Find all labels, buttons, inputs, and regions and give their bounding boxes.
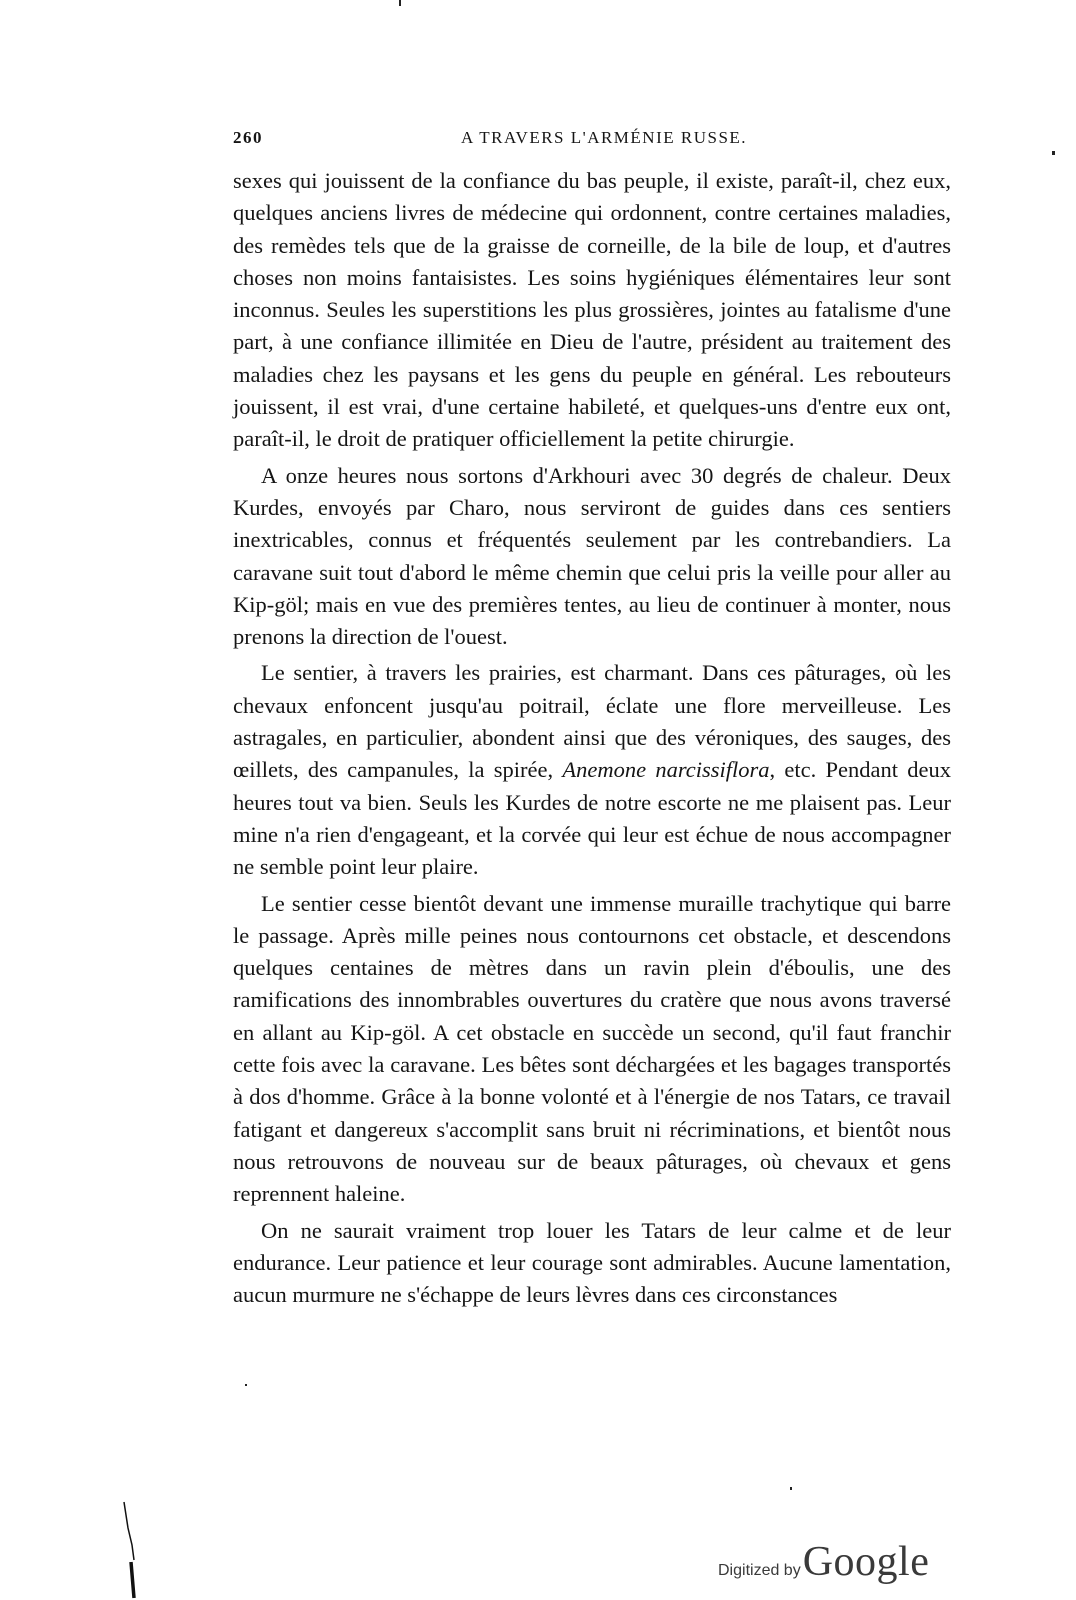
scan-speck <box>399 0 401 6</box>
page-header <box>233 128 951 156</box>
scan-speck <box>790 1487 792 1490</box>
digitized-label: Digitized by <box>718 1562 801 1579</box>
paragraph: On ne saurait vraiment trop louer les Tatars de leur calme et de leur endurance. Leur patience et leur courage sont admirables. Aucune lamentation, aucun murmure ne s'échappe de leurs lèvres dans ces circonstances <box>233 1217 951 1308</box>
scan-speck <box>1052 151 1055 155</box>
plant-name-italic: Anemone narcissiflora <box>562 757 770 783</box>
page-number: 260 <box>233 128 263 147</box>
digitized-by-google-watermark <box>718 1538 929 1598</box>
paragraph <box>233 657 951 883</box>
google-logo-text: Google <box>802 1539 930 1585</box>
scan-speck <box>245 1384 247 1386</box>
paragraph: Le sentier cesse bientôt devant une immense muraille trachytique qui barre le passage. Après mille peines nous contournons cet obstacle, et descendons quelques centaines de mètres dans un ravin plein d'éboulis, une des ramifications des innombrables ouvertures du cratère que nous avons traversé en allant au Kip-göl. A cet obstacle en succède un second, qu'il faut franchir cette fois avec la caravane. Les bêtes sont déchargées et les bagages transportés à dos d'homme. Grâce à la bonne volonté et à l'énergie de nos Tatars, ce travail fatigant et dangereux s'accomplit sans bruit ni récriminations, et bientôt nous nous retrouvons de nouveau sur de beaux pâturages, où chevaux et gens reprennent haleine. <box>233 890 951 1207</box>
binding-edge-mark <box>122 1500 142 1600</box>
paragraph-text: Le sentier, à travers les prairies, est charmant. Dans ces pâturages, où les chevaux enfoncent jusqu'au poitrail, éclate une flore merveilleuse. Les astragales, en particulier, abondent ainsi que des véroniques, des sauges, des œillets, des campanules, la spirée, <box>233 660 951 783</box>
paragraph-text: , etc. Pendant deux heures tout va bien. Seuls les Kurdes de notre escorte ne me plaisent pas. Leur mine n'a rien d'engageant, et la corvée qui leur est échue de nous accompagner ne semble point leur plaire. <box>233 757 952 880</box>
paragraph: A onze heures nous sortons d'Arkhouri avec 30 degrés de chaleur. Deux Kurdes, envoyés par Charo, nous serviront de guides dans ces sentiers inextricables, connus et fréquentés seulement par les contrebandiers. La caravane suit tout d'abord le même chemin que celui pris la veille pour aller au Kip-göl; mais en vue des premières tentes, au lieu de continuer à monter, nous prenons la direction de l'ouest. <box>233 462 951 650</box>
body-text <box>233 165 951 1315</box>
paragraph-continued: sexes qui jouissent de la confiance du bas peuple, il existe, paraît-il, chez eux, quelques anciens livres de médecine qui ordonnent, contre certaines maladies, des remèdes tels que de la graisse de corneille, de la bile de loup, et d'autres choses non moins fantaisistes. Les soins hygiéniques élémentaires leur sont inconnus. Seules les superstitions les plus grossières, jointes au fatalisme d'une part, à une confiance illimitée en Dieu de l'autre, président au traitement des maladies chez les paysans et les gens du peuple en général. Les rebouteurs jouissent, il est vrai, d'une certaine habileté, et quelques-uns d'entre eux ont, paraît-il, le droit de pratiquer officiellement la petite chirurgie. <box>233 168 951 452</box>
running-title: A TRAVERS L'ARMÉNIE RUSSE. <box>460 128 748 147</box>
